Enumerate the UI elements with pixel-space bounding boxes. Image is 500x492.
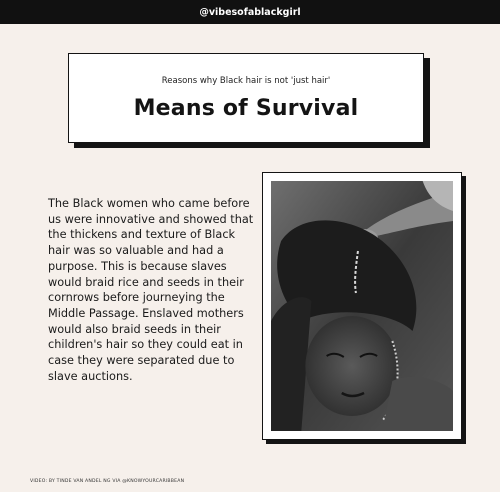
photo-frame	[262, 172, 462, 440]
hair-braiding-photo-icon	[271, 181, 453, 431]
photo-credit: VIDEO: BY TINDE VAN ANDEL NG VIA @KNOWYOURCARIBBEAN	[30, 479, 185, 484]
title-subtitle: Reasons why Black hair is not 'just hair'	[161, 75, 331, 86]
account-handle: @vibesofablackgirl	[199, 6, 301, 18]
top-banner	[0, 0, 500, 24]
body-paragraph: The Black women who came before us were innovative and showed that the thickens and texture of Black hair was so valuable and had a purpose. This is because slaves would braid rice and seeds in their cornrows before journeying the Middle Passage. Enslaved mothers would also braid seeds in their children's hair so they could eat in case they were separated due to slave auctions.	[48, 197, 254, 383]
title-card	[68, 53, 424, 143]
page-title: Means of Survival	[133, 95, 359, 121]
